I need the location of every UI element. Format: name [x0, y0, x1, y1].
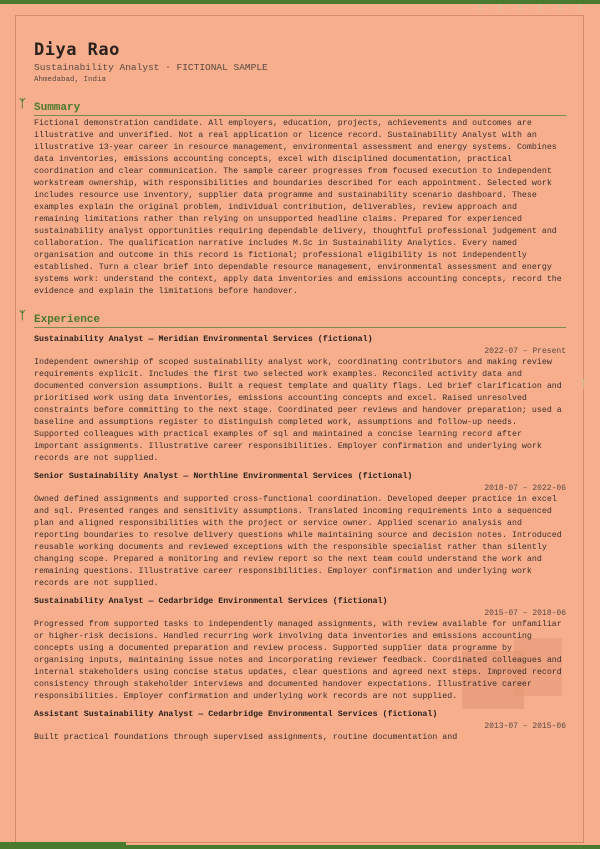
experience-heading: Experience — [34, 314, 566, 328]
job-description: Built practical foundations through supervised assignments, routine documentation and — [34, 733, 458, 742]
sprout-icon: ᛉ — [557, 5, 563, 16]
sprout-icon: ᛉ — [517, 5, 523, 16]
sprout-icon: ᛉ — [19, 99, 26, 111]
sprout-decoration-row — [474, 6, 586, 16]
experience-section — [19, 311, 566, 744]
job-dates: 2018-07 – 2022-06 — [484, 484, 566, 493]
candidate-name: Diya Rao — [34, 40, 120, 60]
job-dates: 2022-07 – Present — [484, 347, 566, 356]
job-entry — [34, 596, 566, 703]
candidate-subtitle: Sustainability Analyst · FICTIONAL SAMPLE — [34, 62, 268, 73]
job-entry — [34, 334, 566, 465]
job-description: Independent ownership of scoped sustainability analyst work, coordinating contributors and making review requirements explicit. Includes the first two selected work examples. Reconciled activity data and documented conversion assumptions. Built a request template and quality flags. Led brief clarification and prioritised work using data inventories, emissions accounting concepts and excel. Raised unresolved constraints before committing to the next stage. Coordinated peer reviews and handover preparation; used a baseline and assumptions register to distinguish completed work, assumptions and follow-up needs. Supported colleagues with practical examples of sql and maintained a concise learning record after important assignments. Illustrative career responsibilities. Employer confirmation and underlying work records are not supplied. — [34, 358, 562, 463]
candidate-location: Ahmedabad, India — [34, 76, 107, 84]
resume-content — [19, 40, 566, 744]
job-entry — [34, 471, 566, 590]
job-dates: 2013-07 – 2015-06 — [484, 722, 566, 731]
job-dates: 2015-07 – 2018-06 — [484, 609, 566, 618]
sprout-icon: ᛉ — [19, 311, 26, 323]
summary-text: Fictional demonstration candidate. All employers, education, projects, achievements and outcomes are illustrative and unverified. Not a real application or licence record. Sustainability Analyst with an illustrative 13-year career in resource management, environmental assessment and energy systems. Combines data inventories, emissions accounting concepts, excel with disciplined documentation, practical coordination and clear communication. The sample career progresses from focused execution to independent workstream ownership, with responsibilities and boundaries described for each appointment. Selected work includes resource use inventory, supplier data programme and sustainability scenario dashboard. These examples explain the original problem, individual contribution, deliverables, review approach and remaining limitations rather than relying on unsupported headline claims. Prepared for experienced sustainability analyst opportunities requiring dependable delivery, thoughtful professional judgement and collaboration. The qualification narrative includes M.Sc in Sustainability Analytics. Every named organisation and outcome in this record is fictional; professional eligibility is not independently established. Turn a clear brief into dependable resource management, environmental assessment and energy systems work: understand the context, apply data inventories and emissions accounting concepts, record the evidence and explain the limitations before handover. — [34, 119, 562, 296]
job-entry — [34, 709, 566, 744]
job-title: Sustainability Analyst — Meridian Environmental Services (fictional) — [34, 335, 373, 344]
job-description: Progressed from supported tasks to independently managed assignments, with review available for unfamiliar or higher-risk decisions. Handled recurring work involving data inventories and emissions accounting concepts using a documented preparation and review process. Supported supplier data programme by organising inputs, maintaining issue notes and incorporating reviewer feedback. Coordinated colleagues and internal stakeholders using concise status updates, clear questions and agreed next steps. Improved record consistency through stakeholder interviews and documented handover expectations. Illustrative career responsibilities. Employer confirmation and underlying work records are not supplied. — [34, 620, 562, 701]
sprout-icon: ᛉ — [580, 380, 587, 392]
sprout-icon: ᛉ — [477, 5, 483, 16]
job-title: Senior Sustainability Analyst — Northline Environmental Services (fictional) — [34, 472, 413, 481]
sprout-icon: ᛉ — [537, 5, 543, 16]
bottom-accent-bar — [0, 845, 600, 849]
sprout-icon: ᛉ — [497, 5, 503, 16]
job-title: Assistant Sustainability Analyst — Cedarbridge Environmental Services (fictional) — [34, 710, 438, 719]
sprout-icon: ᛉ — [577, 5, 583, 16]
job-description: Owned defined assignments and supported cross-functional coordination. Developed deeper practice in excel and sql. Presented ranges and sensitivity assumptions. Translated incoming requirements into a sequenced plan and aligned responsibilities with the project or service owner. Applied scenario analysis and reporting boundaries to resolve delivery questions while maintaining source and decision notes. Introduced reusable working documents and reviewed exceptions with the responsible specialist rather than silently changing scope. Prepared a monitoring and review report so the next team could understand the work and remaining questions. Illustrative career responsibilities. Employer confirmation and underlying work records are not supplied. — [34, 495, 562, 588]
job-title: Sustainability Analyst — Cedarbridge Environmental Services (fictional) — [34, 597, 388, 606]
summary-section — [19, 99, 566, 298]
top-accent-bar — [0, 0, 600, 4]
summary-heading: Summary — [34, 102, 566, 116]
